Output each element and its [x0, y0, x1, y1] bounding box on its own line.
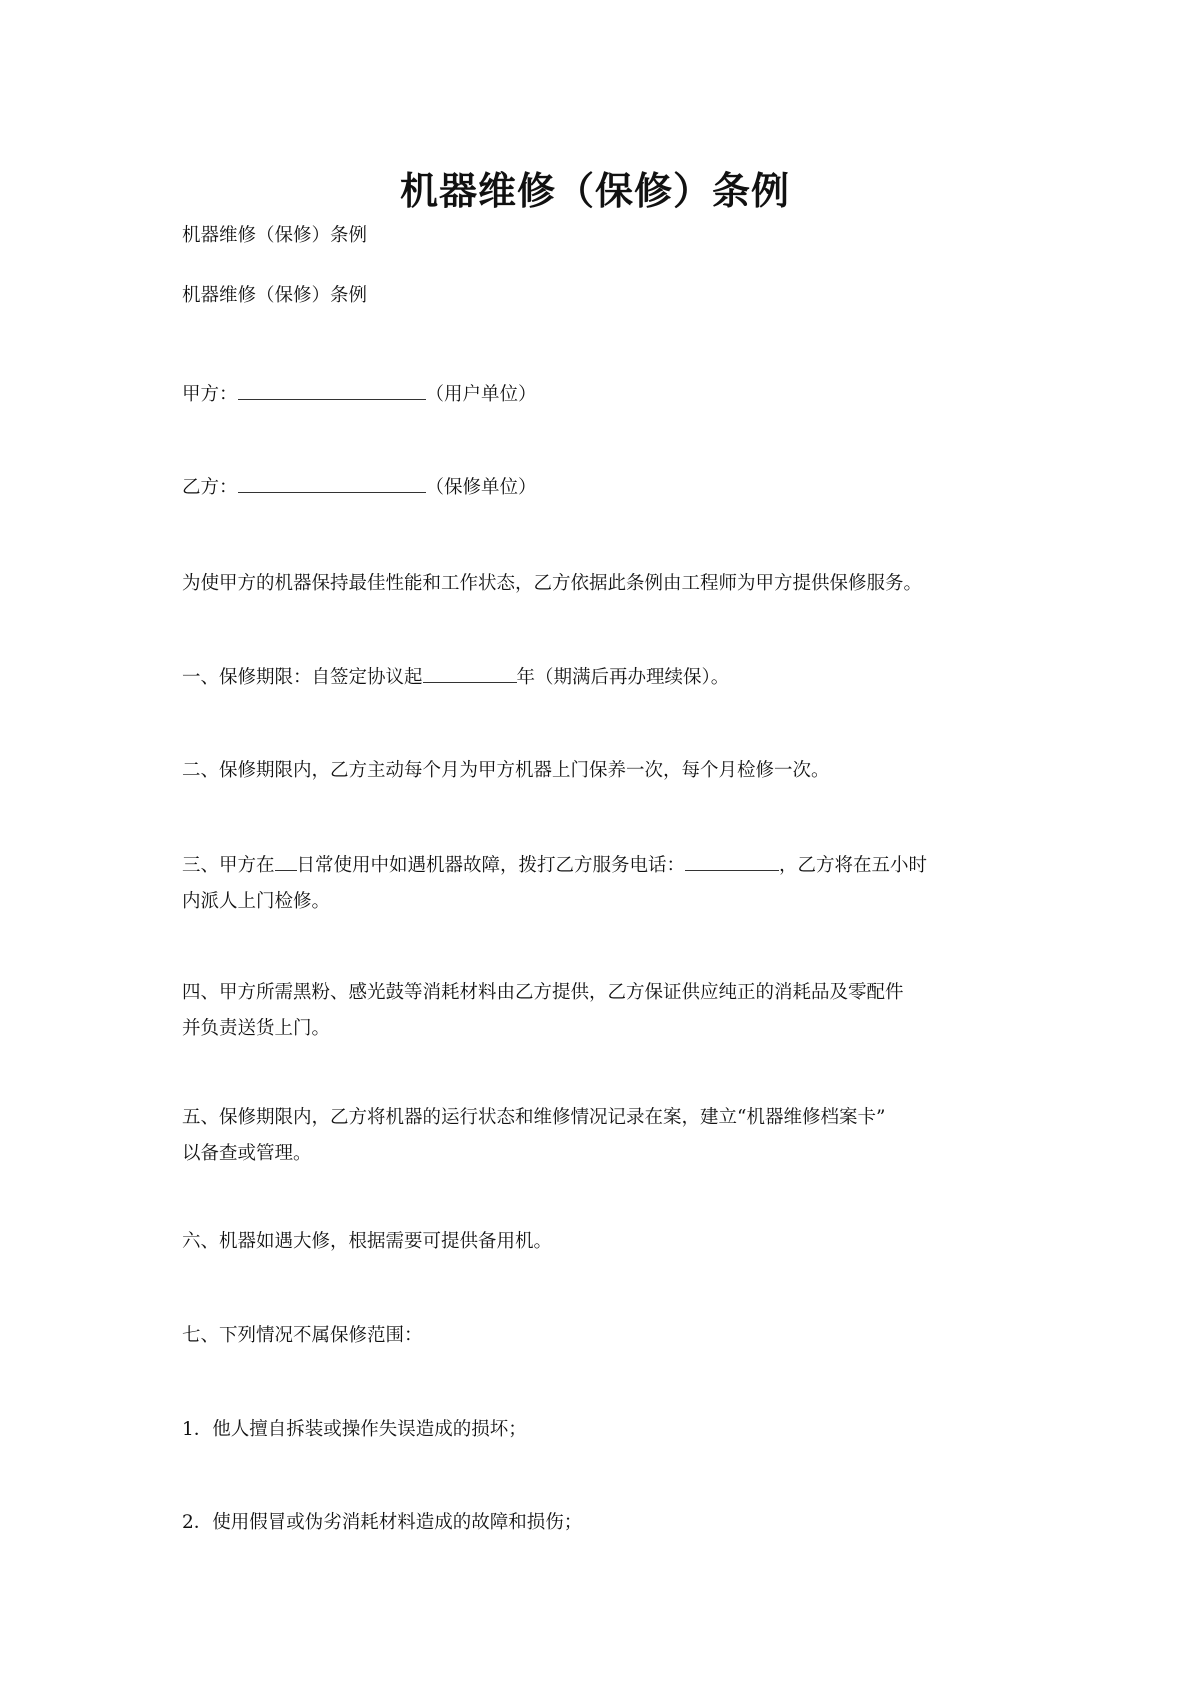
party-b-note: （保修单位）	[425, 477, 537, 498]
clause-3-short-blank[interactable]	[275, 848, 297, 871]
clause-3-line-2: 内派人上门检修。	[182, 891, 331, 912]
clause-4-line-2: 并负责送货上门。	[182, 1018, 331, 1039]
clause-1	[182, 660, 1022, 696]
party-a-blank-field[interactable]	[238, 377, 426, 400]
clause-3-line-1	[182, 848, 1022, 884]
subtitle-line-1: 机器维修（保修）条例	[182, 225, 368, 246]
service-phone-blank[interactable]	[685, 848, 779, 871]
clause-5-line-2: 以备查或管理。	[182, 1143, 312, 1164]
subtitle-line-2: 机器维修（保修）条例	[182, 285, 368, 306]
document-title: 机器维修（保修）条例	[399, 169, 790, 213]
warranty-years-blank[interactable]	[423, 660, 517, 683]
clause-7: 七、下列情况不属保修范围：	[182, 1325, 423, 1346]
clause-3	[182, 848, 1022, 920]
clause-3-part2: 日常使用中如遇机器故障，拨打乙方服务电话：	[296, 855, 686, 876]
clause-3-part3: ，乙方将在五小时	[779, 855, 928, 876]
party-b-blank-field[interactable]	[238, 470, 426, 493]
party-a-line	[182, 377, 1022, 413]
exclusion-item-2: 2．使用假冒或伪劣消耗材料造成的故障和损伤；	[182, 1512, 583, 1533]
clause-4-line-1: 四、甲方所需黑粉、感光鼓等消耗材料由乙方提供，乙方保证供应纯正的消耗品及零配件	[182, 982, 904, 1003]
clause-2: 二、保修期限内，乙方主动每个月为甲方机器上门保养一次，每个月检修一次。	[182, 760, 830, 781]
exclusion-item-1: 1．他人擅自拆装或操作失误造成的损坏；	[182, 1419, 527, 1440]
intro-paragraph: 为使甲方的机器保持最佳性能和工作状态，乙方依据此条例由工程师为甲方提供保修服务。	[182, 573, 923, 594]
party-a-label: 甲方：	[182, 384, 238, 405]
party-b-line	[182, 470, 1022, 506]
clause-1-before: 一、保修期限：自签定协议起	[182, 667, 423, 688]
party-b-label: 乙方：	[182, 477, 238, 498]
clause-3-part1: 三、甲方在	[182, 855, 275, 876]
clause-5-line-1: 五、保修期限内，乙方将机器的运行状态和维修情况记录在案，建立“机器维修档案卡”	[182, 1107, 886, 1128]
clause-6: 六、机器如遇大修，根据需要可提供备用机。	[182, 1231, 553, 1252]
clause-5	[182, 1100, 1022, 1172]
clause-4	[182, 975, 1022, 1047]
clause-1-after: 年（期满后再办理续保）。	[516, 667, 730, 688]
party-a-note: （用户单位）	[425, 384, 537, 405]
